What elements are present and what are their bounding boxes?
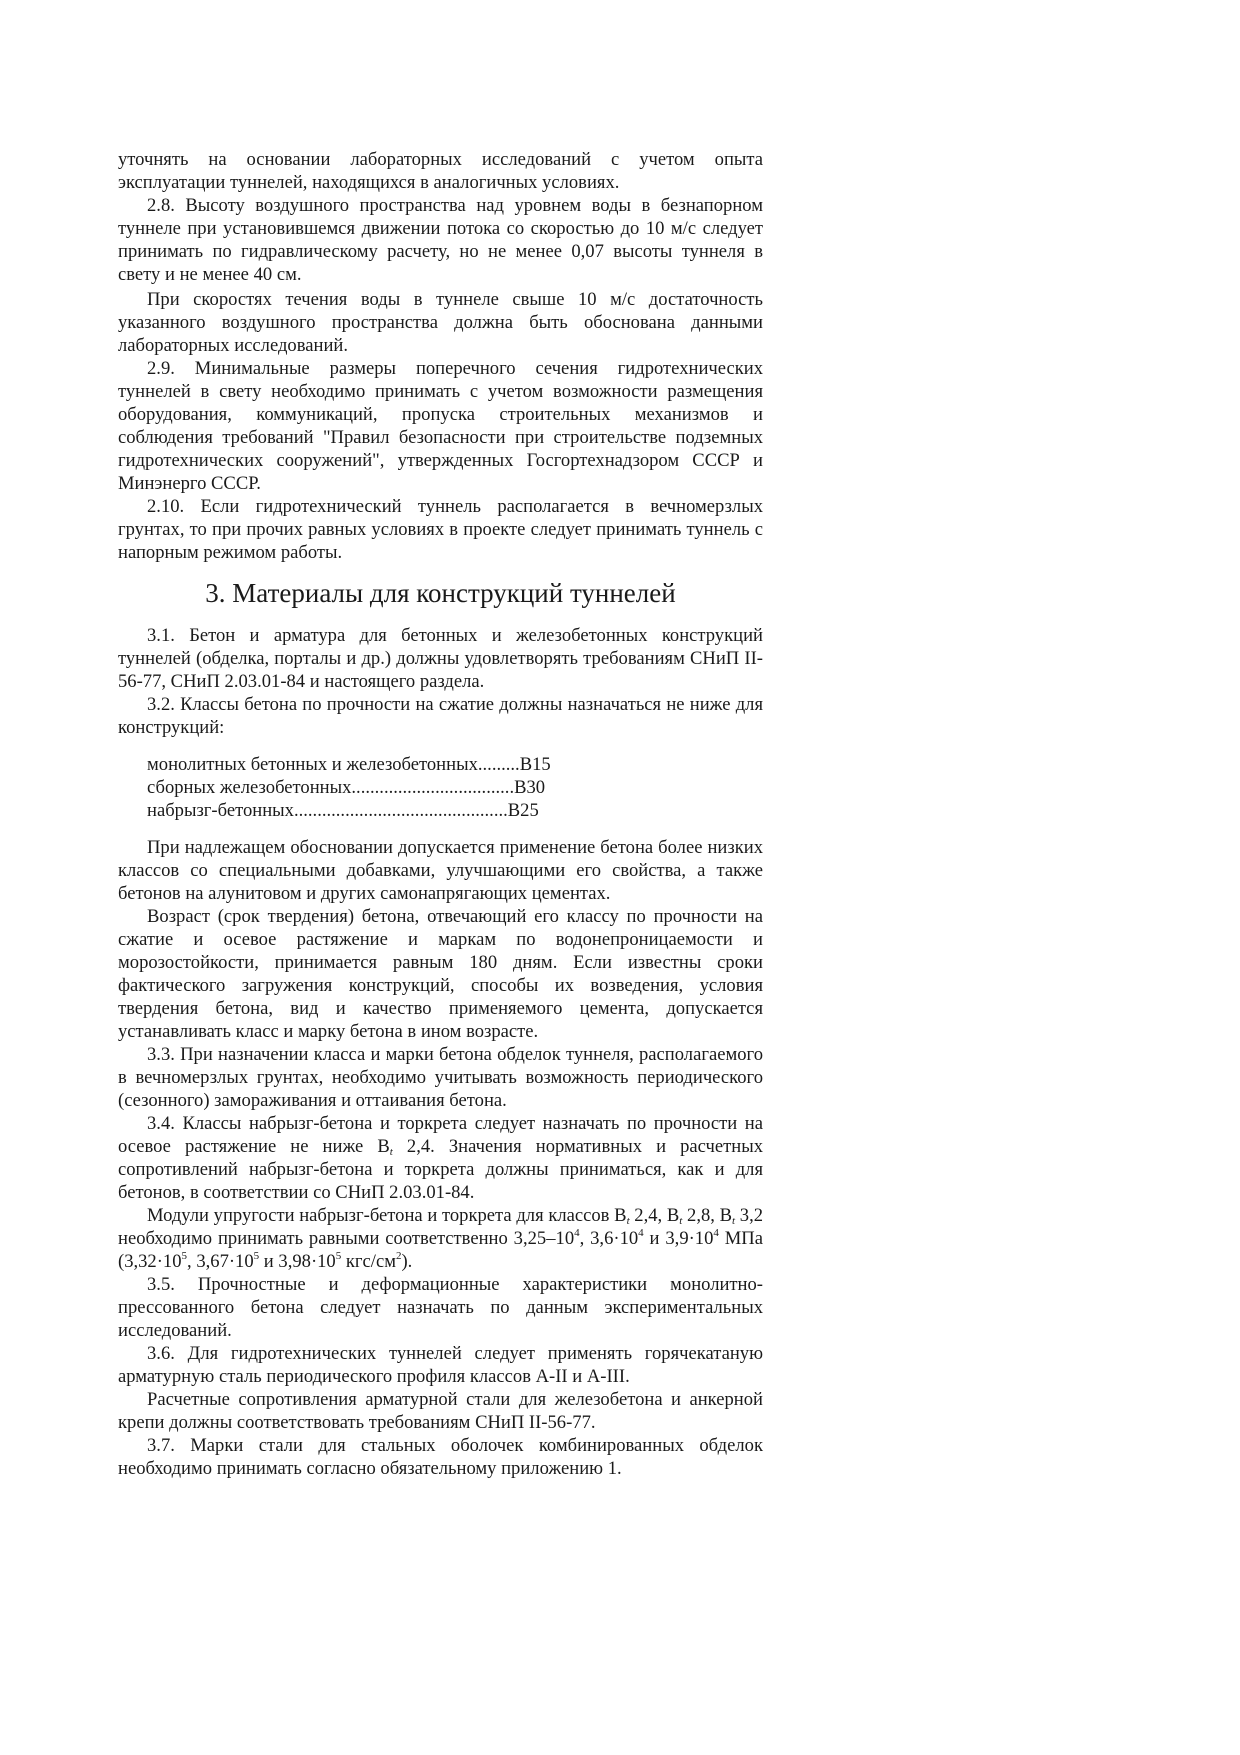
paragraph-3-6-resistance: Расчетные сопротивления арматурной стали для железобетона и анкерной крепи должны соответствовать требованиям СНиП II-56-77. (118, 1389, 763, 1433)
paragraph-3-1: 3.1. Бетон и арматура для бетонных и железобетонных конструкций туннелей (обделка, порталы и др.) должны удовлетворять требованиям СНиП II-56-77, СНиП 2.03.01-84 и настоящего раздела. (118, 625, 763, 692)
paragraph-3-7: 3.7. Марки стали для стальных оболочек комбинированных обделок необходимо принимать согласно обязательному приложению 1. (118, 1435, 763, 1479)
paragraph-3-4-moduli: Модули упругости набрызг-бетона и торкрета для классов $В_t$ 2,4, $В_t$ 2,8, $В_t$ 3,2 необходимо принимать равными соответственно $3,25-10^4$, $3,6\cdot 10^4$ и $3,9\cdot 10^4$ МПа ($3,32\cdot 10^5$, $3,67\cdot 10^5$ и $3,98\cdot 10^5$ кгс/$см^2$). (118, 1205, 764, 1272)
paragraph-2-8: 2.8. Высоту воздушного пространства над уровнем воды в безнапорном туннеле при установившемся движении потока со скоростью до 10 м/с следует принимать по гидравлическому расчету, но не менее 0,07 высоты туннеля в свету и не менее 40 см. (118, 195, 763, 285)
section-heading: 3. Материалы для конструкций туннелей (205, 578, 676, 608)
paragraph-continuation: уточнять на основании лабораторных исследований с учетом опыта эксплуатации туннелей, находящихся в аналогичных условиях. (118, 149, 763, 193)
concrete-class-list (147, 753, 763, 822)
paragraph-3-4: 3.4. Классы набрызг-бетона и торкрета следует назначать по прочности на осевое растяжение не ниже $В_t$ 2,4. Значения нормативных и расчетных сопротивлений набрызг-бетона и торкрета должны приниматься, как и для бетонов, в соответствии со СНиП 2.03.01-84. (118, 1113, 763, 1203)
list-item: сборных железобетонных...................................В30 (147, 777, 546, 798)
paragraph-3-6: 3.6. Для гидротехнических туннелей следует применять горячекатаную арматурную сталь периодического профиля классов А-II и А-III. (118, 1343, 763, 1387)
paragraph-3-2-additives: При надлежащем обосновании допускается применение бетона более низких классов со специальными добавками, улучшающими его свойства, а также бетонов на алунитовом и других самонапрягающих цементах. (118, 837, 763, 904)
document-body (118, 148, 763, 1480)
paragraph-2-9: 2.9. Минимальные размеры поперечного сечения гидротехнических туннелей в свету необходимо принимать с учетом возможности размещения оборудования, коммуникаций, пропуска строительных механизмов и соблюдения требований "Правил безопасности при строительстве подземных гидротехнических сооружений", утвержденных Госгортехнадзором СССР и Минэнерго СССР. (118, 358, 763, 494)
paragraph-3-2-age: Возраст (срок твердения) бетона, отвечающий его классу по прочности на сжатие и осевое растяжение и маркам по водонепроницаемости и морозостойкости, принимается равным 180 дням. Если известны сроки фактического загружения конструкций, способы их возведения, условия твердения бетона, вид и качество применяемого цемента, допускается устанавливать класс и марку бетона в ином возрасте. (118, 906, 763, 1042)
list-item: набрызг-бетонных..............................................В25 (147, 800, 539, 821)
paragraph-3-5: 3.5. Прочностные и деформационные характеристики монолитно-прессованного бетона следует назначать по данным экспериментальных исследований. (118, 1274, 763, 1341)
paragraph-2-10: 2.10. Если гидротехнический туннель располагается в вечномерзлых грунтах, то при прочих равных условиях в проекте следует принимать туннель с напорным режимом работы. (118, 496, 763, 563)
paragraph-3-2: 3.2. Классы бетона по прочности на сжатие должны назначаться не ниже для конструкций: (118, 694, 763, 738)
list-item: монолитных бетонных и железобетонных.........В15 (147, 754, 551, 775)
paragraph-2-8-velocity: При скоростях течения воды в туннеле свыше 10 м/с достаточность указанного воздушного пространства должна быть обоснована данными лабораторных исследований. (118, 289, 763, 356)
paragraph-3-3: 3.3. При назначении класса и марки бетона обделок туннеля, располагаемого в вечномерзлых грунтах, необходимо учитывать возможность периодического (сезонного) замораживания и оттаивания бетона. (118, 1044, 763, 1111)
